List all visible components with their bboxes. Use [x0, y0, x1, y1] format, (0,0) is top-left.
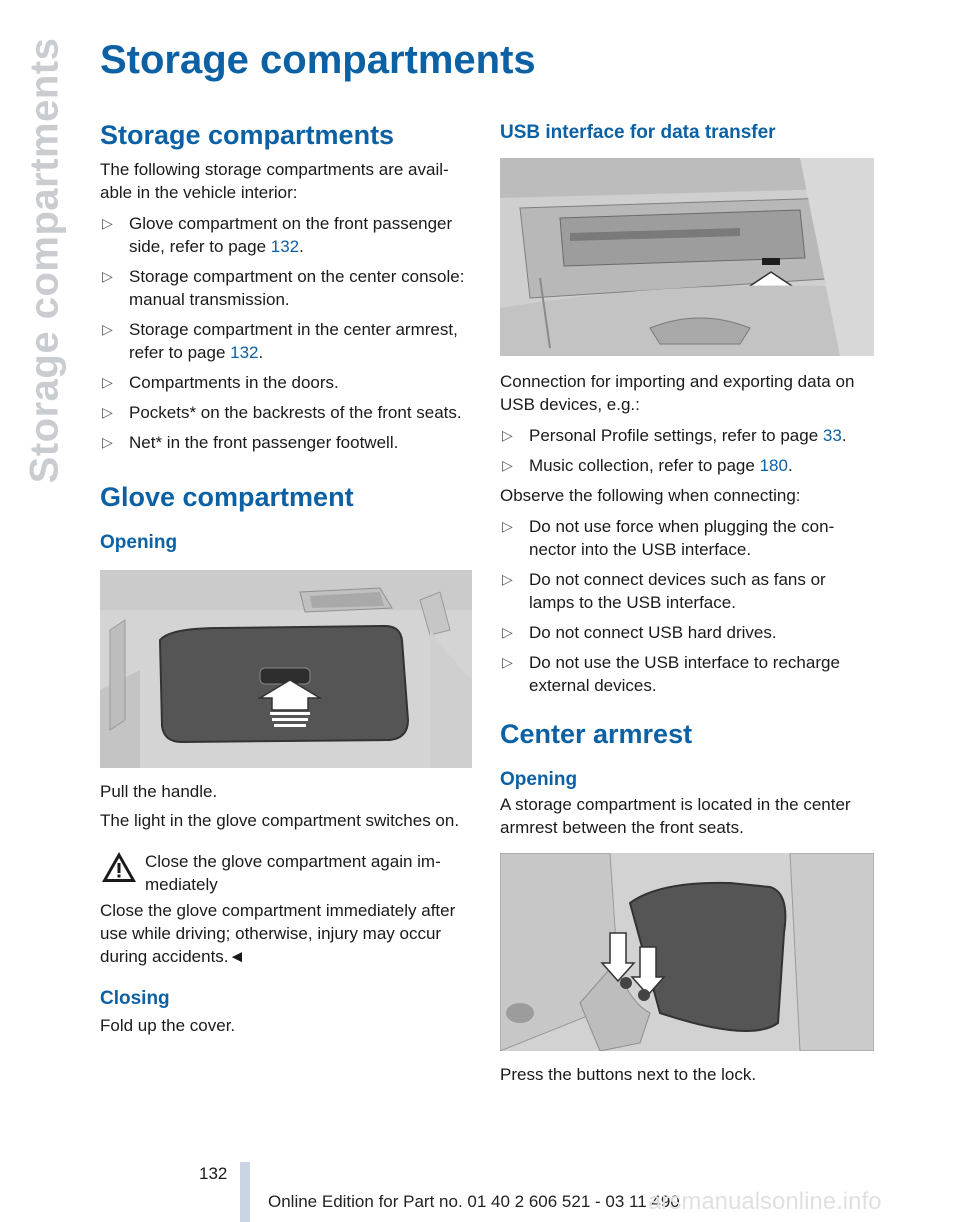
list-item: ▷ Glove compartment on the front passenger side, refer to page 132. — [102, 214, 453, 256]
bullet-triangle-icon: ▷ — [102, 434, 113, 450]
section-title-storage: Storage compartments — [100, 120, 395, 150]
list-item: ▷ Do not use force when plugging the connector into the USB interface. — [502, 517, 835, 559]
bullet-triangle-icon: ▷ — [102, 374, 113, 390]
bullet-triangle-icon: ▷ — [102, 268, 113, 284]
page-reference-link[interactable]: 132 — [270, 237, 300, 256]
list-item: ▷ Do not connect USB hard drives. — [502, 623, 777, 642]
warning-body: Close the glove compartment immediately after use while driving; otherwise, injury may occur during accidents.◄ — [100, 901, 456, 966]
right-column — [500, 118, 874, 1086]
center-armrest-image — [500, 853, 874, 1051]
light-text: The light in the glove compartment switches on. — [100, 811, 460, 830]
footer-bar — [240, 1162, 250, 1222]
list-item: ▷ Music collection, refer to page 180. — [502, 456, 793, 475]
closing-text: Fold up the cover. — [100, 1016, 236, 1035]
side-section-title: Storage compartments — [22, 37, 67, 483]
glove-compartment-title: Glove compartment — [100, 482, 354, 512]
list-item: ▷ Do not connect devices such as fans or lamps to the USB interface. — [502, 570, 826, 612]
bullet-triangle-icon: ▷ — [502, 457, 513, 473]
bullet-triangle-icon: ▷ — [502, 427, 513, 443]
press-buttons-text: Press the buttons next to the lock. — [500, 1065, 757, 1084]
warning-triangle-icon — [100, 850, 140, 896]
page-title: Storage compartments — [100, 38, 536, 82]
bullet-triangle-icon: ▷ — [102, 215, 113, 231]
armrest-opening-title: Opening — [500, 769, 578, 790]
bullet-triangle-icon: ▷ — [502, 654, 513, 670]
bullet-triangle-icon: ▷ — [502, 571, 513, 587]
list-item: ▷ Personal Profile settings, refer to page 33. — [502, 426, 847, 445]
opening-title: Opening — [100, 532, 178, 553]
list-item: ▷ Compartments in the doors. — [102, 373, 339, 392]
glove-compartment-image — [100, 570, 472, 768]
pull-handle-text: Pull the handle. — [100, 782, 218, 801]
page-reference-link[interactable]: 180 — [759, 456, 788, 475]
page-reference-link[interactable]: 33 — [822, 426, 842, 445]
intro-text: The following storage compartments are available in the vehicle interior: — [100, 160, 449, 202]
usb-precautions-list — [500, 515, 874, 697]
usb-intro-text: Connection for importing and exporting data on USB devices, e.g.: — [500, 372, 855, 414]
observe-text: Observe the following when connecting: — [500, 486, 801, 505]
closing-title: Closing — [100, 988, 170, 1009]
usb-interface-image — [500, 158, 874, 356]
usb-uses-list — [500, 424, 874, 477]
bullet-triangle-icon: ▷ — [502, 518, 513, 534]
edition-text: Online Edition for Part no. 01 40 2 606 521 - 03 11 490 — [268, 1192, 680, 1211]
warning-title: Close the glove compartment again immediately — [145, 852, 441, 894]
usb-title: USB interface for data transfer — [500, 122, 776, 143]
page-reference-link[interactable]: 132 — [230, 343, 259, 362]
list-item: ▷ Storage compartment in the center armrest, refer to page 132. — [102, 320, 458, 362]
bullet-triangle-icon: ▷ — [502, 624, 513, 640]
bullet-triangle-icon: ▷ — [102, 321, 113, 337]
storage-list — [100, 212, 472, 454]
list-item: ▷ Net* in the front passenger footwell. — [102, 433, 399, 452]
list-item: ▷ Storage compartment on the center console: manual transmission. — [102, 267, 465, 309]
center-armrest-title: Center armrest — [500, 719, 693, 749]
warning-block — [100, 850, 472, 896]
left-column — [100, 118, 472, 1037]
list-item: ▷ Pockets* on the backrests of the front seats. — [102, 403, 462, 422]
watermark: arsmanualsonline.info — [648, 1188, 882, 1215]
bullet-triangle-icon: ▷ — [102, 404, 113, 420]
list-item: ▷ Do not use the USB interface to recharge external devices. — [502, 653, 840, 695]
armrest-text: A storage compartment is located in the center armrest between the front seats. — [500, 795, 851, 837]
page-number: 132 — [199, 1164, 228, 1183]
